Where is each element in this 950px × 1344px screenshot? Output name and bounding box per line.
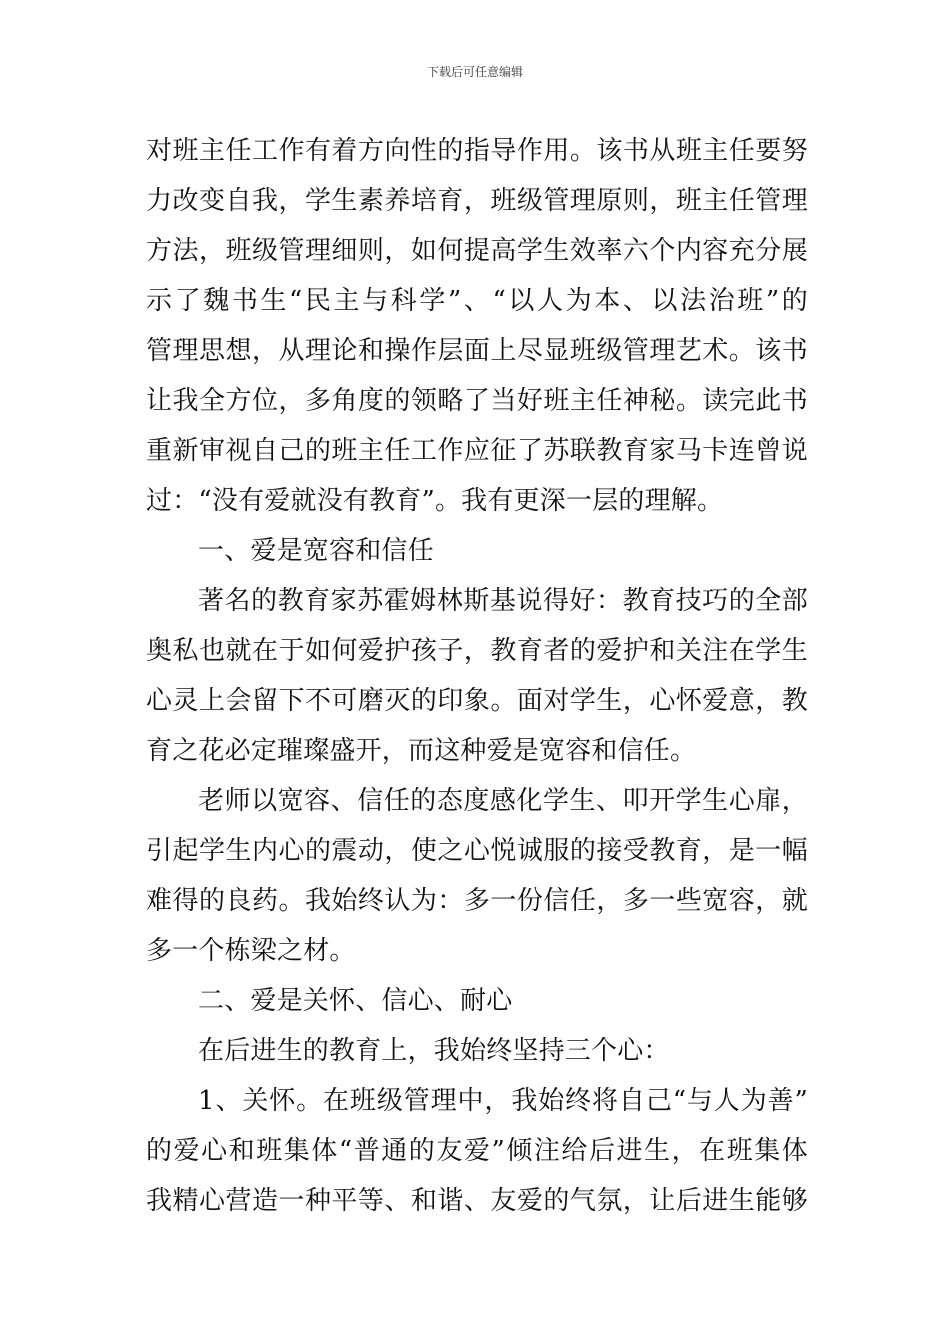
body-line-14: 老师以宽容、信任的态度感化学生、叩开学生心扉， — [198, 786, 808, 816]
body-line-11: 奥私也就在于如何爱护孩子，教育者的爱护和关注在学生 — [146, 636, 808, 666]
body-line-16: 难得的良药。我始终认为：多一份信任，多一些宽容，就 — [146, 886, 808, 916]
body-line-5: 管理思想，从理论和操作层面上尽显班级管理艺术。该书 — [146, 336, 808, 366]
section-heading-2: 二、爱是关怀、信心、耐心 — [198, 986, 513, 1016]
body-line-21: 的爱心和班集体“普通的友爱”倾注给后进生，在班集体 — [146, 1136, 808, 1166]
body-line-8: 过：“没有爱就没有教育”。我有更深一层的理解。 — [146, 486, 724, 516]
body-line-22: 我精心营造一种平等、和谐、友爱的气氛，让后进生能够 — [146, 1186, 808, 1216]
document-body — [146, 126, 808, 1226]
section-heading-1: 一、爱是宽容和信任 — [198, 536, 434, 566]
body-line-7: 重新审视自己的班主任工作应征了苏联教育家马卡连曾说 — [146, 436, 808, 466]
body-line-13: 育之花必定璀璨盛开，而这种爱是宽容和信任。 — [146, 736, 697, 766]
body-line-6: 让我全方位，多角度的领略了当好班主任神秘。读完此书 — [146, 386, 808, 416]
body-line-12: 心灵上会留下不可磨灭的印象。面对学生，心怀爱意，教 — [146, 686, 808, 716]
body-line-3: 方法，班级管理细则，如何提高学生效率六个内容充分展 — [146, 236, 808, 266]
body-line-2: 力改变自我，学生素养培育，班级管理原则，班主任管理 — [146, 186, 808, 216]
body-line-4: 示了魏书生“民主与科学”、“以人为本、以法治班”的 — [146, 286, 808, 316]
body-line-17: 多一个栋梁之材。 — [146, 936, 356, 966]
body-line-10: 著名的教育家苏霍姆林斯基说得好：教育技巧的全部 — [198, 586, 808, 616]
body-line-1: 对班主任工作有着方向性的指导作用。该书从班主任要努 — [146, 136, 808, 166]
page-header: 下载后可任意编辑 — [426, 65, 523, 79]
body-line-15: 引起学生内心的震动，使之心悦诚服的接受教育，是一幅 — [146, 836, 808, 866]
body-line-19: 在后进生的教育上，我始终坚持三个心： — [198, 1036, 670, 1066]
body-line-20: 1、关怀。在班级管理中，我始终将自己“与人为善” — [198, 1086, 808, 1116]
